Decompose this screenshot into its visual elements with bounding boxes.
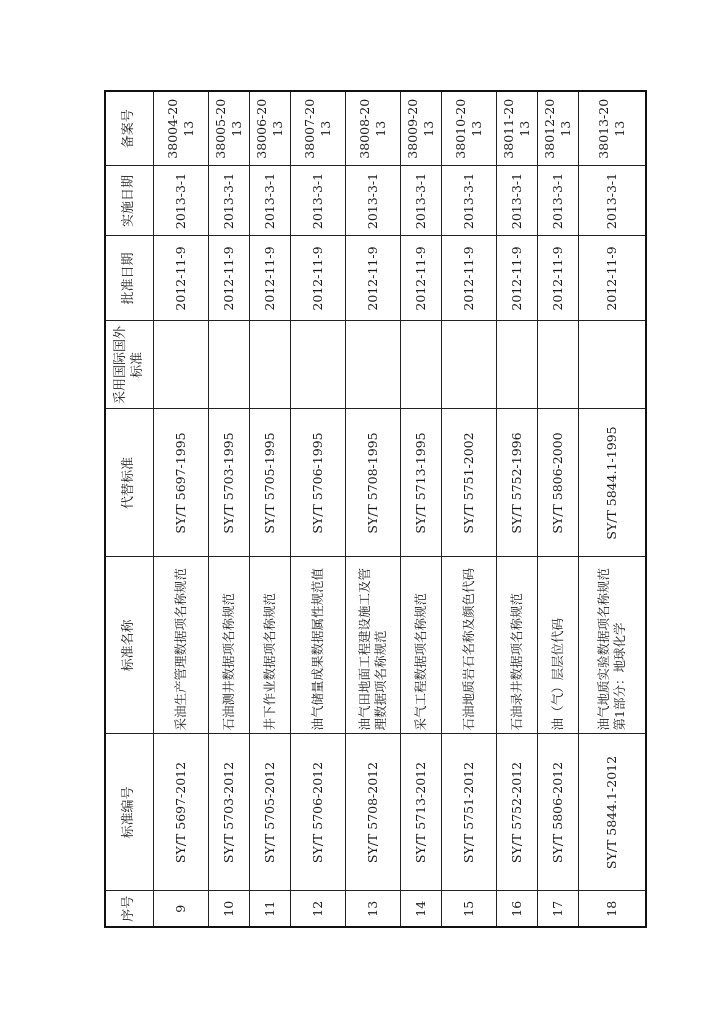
cell-approve: 2012-11-9 [497, 236, 538, 321]
cell-replaced: SY/T 5751-2002 [442, 409, 497, 557]
cell-record: 38004-2013 [154, 91, 209, 166]
table-row [579, 91, 647, 927]
cell-implement: 2013-3-1 [209, 166, 250, 236]
cell-name: 采油生产管理数据项名称规范 [154, 557, 209, 734]
standards-table [104, 90, 647, 928]
cell-implement: 2013-3-1 [250, 166, 291, 236]
cell-seq: 12 [291, 891, 346, 927]
cell-code: SY/T 5844.1-2012 [579, 734, 647, 891]
table-row [250, 91, 291, 927]
cell-record: 38009-2013 [401, 91, 442, 166]
cell-seq: 14 [401, 891, 442, 927]
cell-approve: 2012-11-9 [209, 236, 250, 321]
cell-replaced: SY/T 5806-2000 [538, 409, 579, 557]
cell-implement: 2013-3-1 [291, 166, 346, 236]
cell-seq: 16 [497, 891, 538, 927]
cell-record: 38011-2013 [497, 91, 538, 166]
header-seq: 序号 [105, 891, 154, 927]
cell-replaced: SY/T 5713-1995 [401, 409, 442, 557]
cell-replaced: SY/T 5752-1996 [497, 409, 538, 557]
table-row [401, 91, 442, 927]
header-implement: 实施日期 [105, 166, 154, 236]
cell-approve: 2012-11-9 [579, 236, 647, 321]
table-row [209, 91, 250, 927]
cell-implement: 2013-3-1 [154, 166, 209, 236]
cell-approve: 2012-11-9 [538, 236, 579, 321]
cell-name: 石油录井数据项名称规范 [497, 557, 538, 734]
cell-code: SY/T 5806-2012 [538, 734, 579, 891]
header-name: 标准名称 [105, 557, 154, 734]
cell-intl [250, 321, 291, 409]
cell-code: SY/T 5752-2012 [497, 734, 538, 891]
cell-code: SY/T 5706-2012 [291, 734, 346, 891]
cell-seq: 15 [442, 891, 497, 927]
cell-replaced: SY/T 5697-1995 [154, 409, 209, 557]
cell-intl [291, 321, 346, 409]
cell-record: 38010-2013 [442, 91, 497, 166]
cell-name: 油气储量成果数据属性规范值 [291, 557, 346, 734]
cell-seq: 9 [154, 891, 209, 927]
cell-code: SY/T 5705-2012 [250, 734, 291, 891]
cell-replaced: SY/T 5844.1-1995 [579, 409, 647, 557]
cell-code: SY/T 5751-2012 [442, 734, 497, 891]
cell-intl [442, 321, 497, 409]
cell-name: 井下作业数据项名称规范 [250, 557, 291, 734]
cell-intl [346, 321, 401, 409]
cell-intl [154, 321, 209, 409]
cell-approve: 2012-11-9 [442, 236, 497, 321]
cell-code: SY/T 5708-2012 [346, 734, 401, 891]
cell-name: 油（气）层层位代码 [538, 557, 579, 734]
cell-name: 石油测井数据项名称规范 [209, 557, 250, 734]
cell-implement: 2013-3-1 [538, 166, 579, 236]
cell-replaced: SY/T 5705-1995 [250, 409, 291, 557]
table-row [346, 91, 401, 927]
cell-intl [579, 321, 647, 409]
cell-approve: 2012-11-9 [154, 236, 209, 321]
cell-name: 石油地质岩石名称及颜色代码 [442, 557, 497, 734]
header-intl: 采用国际国外标准 [105, 321, 154, 409]
cell-implement: 2013-3-1 [579, 166, 647, 236]
cell-approve: 2012-11-9 [346, 236, 401, 321]
cell-implement: 2013-3-1 [401, 166, 442, 236]
cell-record: 38006-2013 [250, 91, 291, 166]
cell-seq: 13 [346, 891, 401, 927]
cell-seq: 18 [579, 891, 647, 927]
table-row [497, 91, 538, 927]
table-header-row [105, 91, 154, 927]
cell-code: SY/T 5713-2012 [401, 734, 442, 891]
cell-record: 38008-2013 [346, 91, 401, 166]
header-code: 标准编号 [105, 734, 154, 891]
cell-seq: 10 [209, 891, 250, 927]
cell-intl [497, 321, 538, 409]
table-row [442, 91, 497, 927]
cell-implement: 2013-3-1 [497, 166, 538, 236]
cell-name: 油气地质实验数据项名称规范 第1部分：地球化学 [579, 557, 647, 734]
cell-replaced: SY/T 5706-1995 [291, 409, 346, 557]
cell-record: 38012-2013 [538, 91, 579, 166]
cell-record: 38005-2013 [209, 91, 250, 166]
cell-intl [209, 321, 250, 409]
standards-table-rotated [104, 92, 647, 928]
cell-seq: 11 [250, 891, 291, 927]
cell-code: SY/T 5703-2012 [209, 734, 250, 891]
cell-implement: 2013-3-1 [442, 166, 497, 236]
cell-approve: 2012-11-9 [401, 236, 442, 321]
cell-seq: 17 [538, 891, 579, 927]
table-row [538, 91, 579, 927]
cell-replaced: SY/T 5703-1995 [209, 409, 250, 557]
cell-replaced: SY/T 5708-1995 [346, 409, 401, 557]
cell-name: 采气工程数据项名称规范 [401, 557, 442, 734]
cell-code: SY/T 5697-2012 [154, 734, 209, 891]
cell-record: 38007-2013 [291, 91, 346, 166]
cell-implement: 2013-3-1 [346, 166, 401, 236]
cell-intl [538, 321, 579, 409]
header-record: 备案号 [105, 91, 154, 166]
cell-record: 38013-2013 [579, 91, 647, 166]
table-row [154, 91, 209, 927]
cell-approve: 2012-11-9 [291, 236, 346, 321]
cell-name: 油气田地面工程建设施工及管理数据项名称规范 [346, 557, 401, 734]
header-replaced: 代替标准 [105, 409, 154, 557]
cell-approve: 2012-11-9 [250, 236, 291, 321]
header-approve: 批准日期 [105, 236, 154, 321]
table-row [291, 91, 346, 927]
cell-intl [401, 321, 442, 409]
